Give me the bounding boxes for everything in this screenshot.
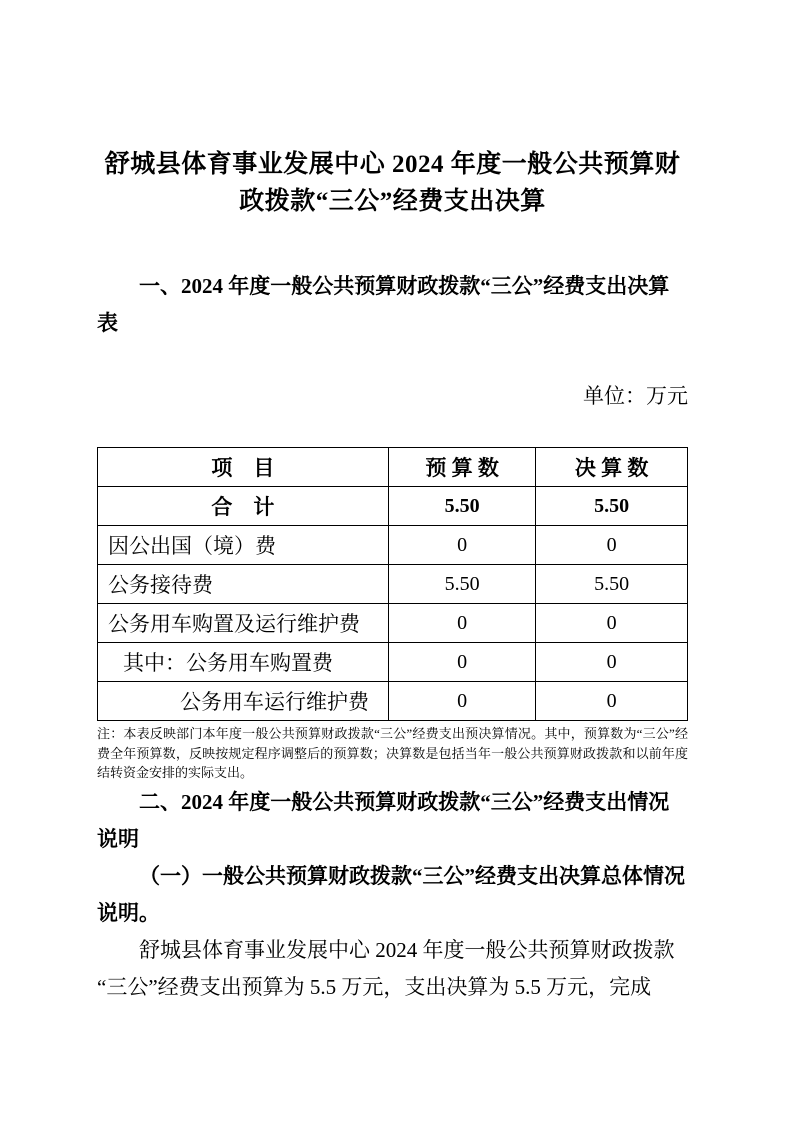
table-row bbox=[98, 643, 688, 682]
table-row bbox=[98, 526, 688, 565]
document-content bbox=[97, 0, 688, 1006]
table-header-row bbox=[98, 448, 688, 487]
row-budget-value: 5.50 bbox=[388, 565, 536, 604]
row-final-value: 0 bbox=[536, 604, 688, 643]
row-item-label: 公务用车购置及运行维护费 bbox=[98, 604, 389, 643]
row-budget-value: 5.50 bbox=[388, 487, 536, 526]
document-title: 舒城县体育事业发展中心 2024 年度一般公共预算财政拨款“三公”经费支出决算 bbox=[104, 151, 681, 215]
column-header-item: 项 目 bbox=[98, 448, 389, 487]
row-final-value: 5.50 bbox=[536, 487, 688, 526]
row-budget-value: 0 bbox=[388, 643, 536, 682]
row-item-label: 公务用车运行维护费 bbox=[98, 682, 389, 721]
row-final-value: 0 bbox=[536, 682, 688, 721]
column-header-final: 决 算 数 bbox=[536, 448, 688, 487]
section-1-heading: 一、2024 年度一般公共预算财政拨款“三公”经费支出决算表 bbox=[97, 274, 670, 335]
table-row bbox=[98, 682, 688, 721]
table-row bbox=[98, 565, 688, 604]
table-row bbox=[98, 604, 688, 643]
row-budget-value: 0 bbox=[388, 526, 536, 565]
row-budget-value: 0 bbox=[388, 604, 536, 643]
section-2-sub-1-heading: （一）一般公共预算财政拨款“三公”经费支出决算总体情况说明。 bbox=[97, 863, 685, 925]
row-item-label: 公务接待费 bbox=[98, 565, 389, 604]
row-item-label: 其中：公务用车购置费 bbox=[98, 643, 389, 682]
row-final-value: 5.50 bbox=[536, 565, 688, 604]
row-final-value: 0 bbox=[536, 643, 688, 682]
table-row bbox=[98, 487, 688, 526]
row-item-label: 合 计 bbox=[98, 487, 389, 526]
row-item-label: 因公出国（境）费 bbox=[98, 526, 389, 565]
body-paragraph: 舒城县体育事业发展中心 2024 年度一般公共预算财政拨款“三公”经费支出预算为 5.5 万元，支出决算为 5.5 万元，完成 bbox=[97, 937, 675, 999]
unit-label: 单位：万元 bbox=[583, 384, 688, 408]
row-final-value: 0 bbox=[536, 526, 688, 565]
column-header-budget: 预 算 数 bbox=[388, 448, 536, 487]
row-budget-value: 0 bbox=[388, 682, 536, 721]
three-public-expense-table bbox=[97, 447, 688, 721]
section-2-heading: 二、2024 年度一般公共预算财政拨款“三公”经费支出情况说明 bbox=[97, 789, 670, 851]
table-footnote: 注：本表反映部门本年度一般公共预算财政拨款“三公”经费支出预决算情况。其中，预算数为“三公”经费全年预算数，反映按规定程序调整后的预算数；决算数是包括当年一般公共预算财政拨款和以前年度结转资金安排的实际支出。 bbox=[97, 726, 688, 780]
